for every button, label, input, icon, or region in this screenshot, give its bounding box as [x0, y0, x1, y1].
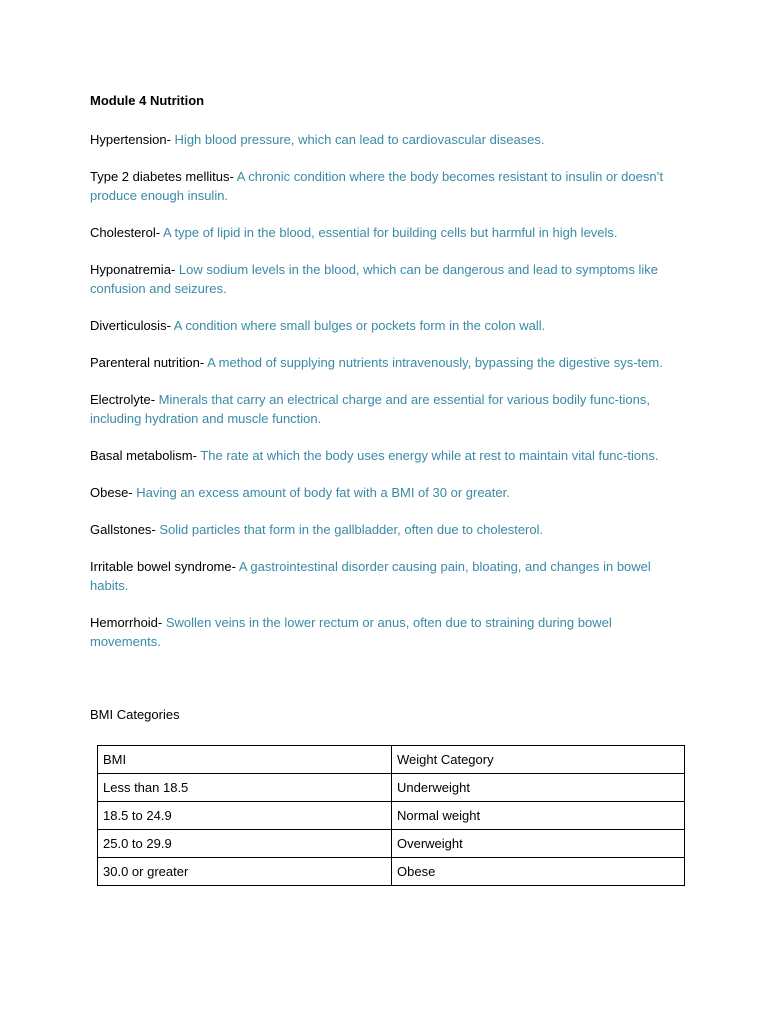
entry-definition: Swollen veins in the lower rectum or anus, often due to straining during bowel movements.	[90, 615, 612, 649]
table-cell: Less than 18.5	[98, 774, 392, 802]
entry-term: Parenteral nutrition-	[90, 355, 208, 370]
entry-definition: Solid particles that form in the gallbladder, often due to cholesterol.	[159, 522, 544, 537]
entry-term: Obese-	[90, 485, 137, 500]
entry-definition: Low sodium levels in the blood, which can be dangerous and lead to symptoms like confusion and seizures.	[90, 262, 658, 296]
table-row	[98, 830, 685, 858]
table-cell: 18.5 to 24.9	[98, 802, 392, 830]
glossary-entry	[90, 260, 686, 298]
entry-term: Diverticulosis-	[90, 318, 174, 333]
entry-definition: Having an excess amount of body fat with a BMI of 30 or greater.	[136, 485, 510, 500]
table-cell: Obese	[392, 858, 685, 886]
document-page	[90, 92, 686, 886]
entry-term: Basal metabolism-	[90, 448, 201, 463]
entry-definition: The rate at which the body uses energy while at rest to maintain vital func-tions.	[200, 448, 659, 463]
table-row	[98, 858, 685, 886]
table-row	[98, 774, 685, 802]
document-title: Module 4 Nutrition	[90, 93, 205, 108]
entry-definition: A chronic condition where the body becomes resistant to insulin or doesn’t produce enough insulin.	[90, 169, 664, 203]
glossary-entry	[90, 223, 686, 242]
entry-definition: A condition where small bulges or pockets form in the colon wall.	[173, 318, 546, 333]
entry-term: Cholesterol-	[90, 225, 163, 240]
table-cell: 30.0 or greater	[98, 858, 392, 886]
entry-term: Hypertension-	[90, 132, 175, 147]
glossary-entry	[90, 316, 686, 335]
bmi-table	[97, 745, 685, 886]
entry-term: Hyponatremia-	[90, 262, 179, 277]
glossary-entry	[90, 483, 686, 502]
entry-term: Irritable bowel syndrome-	[90, 559, 239, 574]
entry-definition: Minerals that carry an electrical charge and are essential for various bodily func-tions, including hydration and muscle function.	[90, 392, 650, 426]
table-row	[98, 802, 685, 830]
entry-term: Gallstones-	[90, 522, 160, 537]
bmi-section-heading: BMI Categories	[90, 707, 180, 722]
entry-definition: A gastrointestinal disorder causing pain, bloating, and changes in bowel habits.	[90, 559, 651, 593]
section-spacer	[90, 669, 686, 706]
table-cell: Normal weight	[392, 802, 685, 830]
glossary-entry	[90, 446, 686, 465]
table-cell: 25.0 to 29.9	[98, 830, 392, 858]
entry-term: Hemorrhoid-	[90, 615, 166, 630]
entry-term: Electrolyte-	[90, 392, 159, 407]
glossary-entry	[90, 167, 686, 205]
glossary-entry	[90, 557, 686, 595]
glossary-entry	[90, 353, 686, 372]
table-cell: Underweight	[392, 774, 685, 802]
table-cell: Overweight	[392, 830, 685, 858]
table-header-cell: Weight Category	[392, 746, 685, 774]
entry-term: Type 2 diabetes mellitus-	[90, 169, 237, 184]
glossary-entry	[90, 520, 686, 539]
entry-definition: High blood pressure, which can lead to cardiovascular diseases.	[174, 132, 545, 147]
table-header-row	[98, 746, 685, 774]
entry-definition: A method of supplying nutrients intravenously, bypassing the digestive sys-tem.	[207, 355, 663, 370]
entry-definition: A type of lipid in the blood, essential for building cells but harmful in high levels.	[162, 225, 618, 240]
glossary-entry	[90, 130, 686, 149]
glossary-entry	[90, 613, 686, 651]
glossary-entry	[90, 390, 686, 428]
table-header-cell: BMI	[98, 746, 392, 774]
